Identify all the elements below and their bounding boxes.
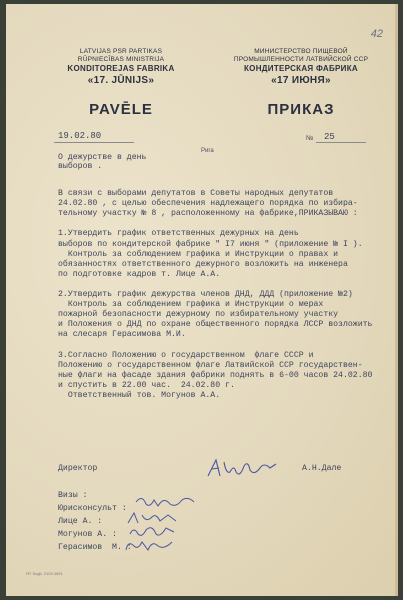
page-number: 42 xyxy=(370,28,383,40)
order-date: 19.02.80 xyxy=(58,131,102,141)
body-line: 3.Согласно Положению о государственном флаге СССР и xyxy=(58,350,314,360)
visa-mogunov: Могунов А. : xyxy=(58,530,117,539)
header-latvian-name: «17. JŪNIJS» xyxy=(87,75,155,86)
body-line: 24.02.80 , с целью обеспечения надлежащего порядка по избира- xyxy=(58,199,358,209)
document-sheet xyxy=(6,4,398,596)
visa-signature-4 xyxy=(122,536,178,554)
body-line: ные флаги на фасаде здания фабрики поднять в 6-00 часов 24.02.80 xyxy=(58,370,373,380)
header-latvian xyxy=(46,48,196,118)
director-label: Директор xyxy=(58,464,98,473)
body-line: 2.Утвердить график дежурства членов ДНД, ДДД (приложение №2) xyxy=(58,290,353,299)
header-russian xyxy=(226,48,376,118)
order-city: Рига xyxy=(201,148,214,154)
body-line: и Положения о ДНД по охране общественного порядка ЛССР возложить xyxy=(58,320,373,330)
body-line: выборов по кондитерской фабрике " I7 июня " (приложение № I ). xyxy=(58,239,363,249)
visa-gerasimov: Герасимов М. : xyxy=(58,543,132,552)
header-russian-line2: ПРОМЫШЛЕННОСТИ ЛАТВИЙСКОЙ ССР xyxy=(233,56,369,63)
header-russian-doc-type: ПРИКАЗ xyxy=(267,101,335,118)
body-line: Положению о государственном флаге Латвийской ССР государствен- xyxy=(58,360,363,370)
body-line: 1.Утвердить график ответственных дежурных на день xyxy=(58,229,299,239)
subject-line-2: выборов . xyxy=(58,162,103,171)
print-footer: ЯТ Sugit, 2103 4091 xyxy=(26,571,63,576)
body-line: Ответственный тов. Могунов А.А. xyxy=(58,391,221,400)
order-number: 25 xyxy=(324,132,335,142)
header-latvian-factory: KONDITOREJAS FABRIKA xyxy=(67,64,175,73)
subject-line-1: О дежурстве в день xyxy=(58,153,147,162)
body-line: по подготовке кадров т. Лице А.А. xyxy=(58,269,221,279)
body-line: пожарной безопасности дежурному по избирательному участку xyxy=(58,310,339,320)
body-line: Контроль за соблюдением графика и Инструкции о правах и xyxy=(58,249,339,259)
date-underline xyxy=(54,142,134,143)
visas-label: Визы : xyxy=(58,491,88,500)
header-russian-line1: МИНИСТЕРСТВО ПИЩЕВОЙ xyxy=(254,48,348,55)
director-signature xyxy=(204,454,284,482)
body-line: Контроль за соблюдением графика и Инструкции о мерах xyxy=(58,300,324,310)
order-number-label: № xyxy=(306,135,314,142)
body-line: тельному участку № 8 , расположенному на фабрике,ПРИКАЗЫВАЮ : xyxy=(58,209,358,219)
director-name: А.Н.Дале xyxy=(302,464,342,473)
number-underline xyxy=(316,142,366,143)
visa-litse: Лице А. : xyxy=(58,517,103,526)
header-russian-factory: КОНДИТЕРСКАЯ ФАБРИКА xyxy=(243,64,358,73)
body-line: на слесаря Герасимова М.И. xyxy=(58,330,186,340)
header-russian-name: «17 ИЮНЯ» xyxy=(271,75,331,86)
body-line: В связи с выборами депутатов в Советы народных депутатов xyxy=(58,189,334,198)
body-line: обязанностях ответственного дежурного возложить на инженера xyxy=(58,259,348,269)
body-line: и спустить в 22.00 час. 24.02.80 г. xyxy=(58,380,235,390)
visa-legal-advisor: Юрисконсульт : xyxy=(58,504,127,513)
header-latvian-line1: LATVIJAS PSR PARTIKAS xyxy=(79,48,163,55)
header-latvian-line2: RŪPNIECĪBAS MINISTRIJA xyxy=(77,56,165,63)
header-latvian-doc-type: PAVĒLE xyxy=(89,101,153,118)
visa-signature-1 xyxy=(132,492,202,510)
